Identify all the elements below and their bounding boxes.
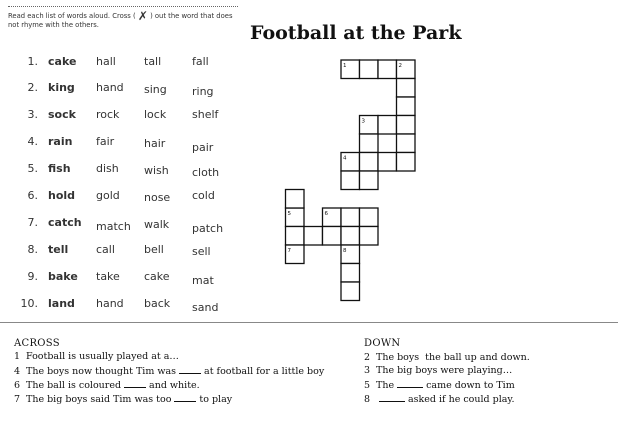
clue-number: 3 [364,365,371,376]
row-number: 7. [27,216,38,229]
rhyme-word[interactable]: take [96,270,120,283]
rhyme-word[interactable]: hair [144,137,166,150]
across-clue [14,365,324,377]
clue-number-label: 7 [287,248,291,254]
crossword-cell[interactable] [286,227,305,246]
crossword-cell[interactable] [360,227,379,246]
crossword-cell[interactable] [397,116,416,135]
crossword-cell[interactable] [397,79,416,98]
clue-text: Football is usually played at a… [26,351,179,362]
rhyme-word[interactable]: call [96,243,115,256]
down-clue [364,379,515,391]
crossword-cell[interactable] [304,227,323,246]
row-number: 10. [20,297,38,310]
row-number: 4. [27,135,38,148]
crossword-cell[interactable] [323,227,342,246]
rhyme-word[interactable]: cold [192,189,215,202]
clue-text: The boys now thought Tim was [26,366,177,377]
clue-text-end: and white. [149,380,200,391]
crossword-cell[interactable] [360,208,379,227]
rhyme-word[interactable]: rain [48,135,73,148]
crossword-cell[interactable] [360,134,379,153]
rhyme-word[interactable]: patch [192,222,224,235]
instructions-text-2: ) out the word that does not rhyme with the others. [8,12,233,29]
rhyme-word[interactable]: sand [192,301,219,314]
clue-text-end: to play [199,394,233,405]
crossword-cell[interactable] [360,171,379,190]
rhyme-word[interactable]: sell [192,245,211,258]
rhyme-word[interactable]: nose [144,191,171,204]
crossword-cell[interactable] [341,282,360,301]
down-clue [364,365,512,376]
rhyme-word[interactable]: wish [144,164,169,177]
rhyme-word[interactable]: king [48,81,75,94]
rhyme-word[interactable]: hall [96,55,116,68]
rhyme-word[interactable]: shelf [192,108,219,121]
rhyme-word[interactable]: hand [96,297,124,310]
answer-blank[interactable] [179,365,201,374]
rhyme-word[interactable]: fair [96,135,115,148]
rhyme-word[interactable]: catch [48,216,82,229]
cross-mark: ✗ [137,9,148,23]
crossword-cell[interactable] [378,60,397,79]
clue-number-label: 4 [343,155,347,162]
rhyme-word[interactable]: rock [96,108,120,121]
crossword-cell[interactable] [341,208,360,227]
crossword-cell[interactable] [378,153,397,172]
row-number: 3. [27,108,38,121]
clue-number-label: 5 [287,211,291,217]
crossword-cell[interactable] [341,171,360,190]
crossword-cell[interactable] [286,190,305,209]
crossword-cell[interactable] [397,134,416,153]
rhyme-word[interactable]: sock [48,108,76,121]
rhyme-word[interactable]: hold [48,189,76,202]
crossword-cell[interactable] [397,97,416,116]
worksheet-title: Football at the Park [250,22,462,44]
clue-text: The ball is coloured [26,380,122,391]
row-number: 9. [27,270,38,283]
clue-number-label: 2 [398,63,402,69]
clue-text: The big boys said Tim was too [26,394,172,405]
across-clue [14,393,232,405]
rhyme-word[interactable]: match [96,220,131,233]
rhyme-word[interactable]: bell [144,243,164,256]
rhyme-word[interactable]: tall [144,55,162,68]
clue-text-end: came down to Tim [426,380,515,391]
rhyme-word[interactable]: cloth [192,166,220,179]
clue-number-label: 6 [324,211,328,217]
clue-number: 2 [364,352,371,363]
clue-text: The boys [376,352,420,363]
section-divider [0,322,618,323]
across-clue [14,379,200,391]
clue-number: 1 [14,351,21,362]
crossword-cell[interactable] [341,227,360,246]
clue-number-label: 3 [361,118,365,125]
clue-text: The [376,380,395,391]
rhyme-word[interactable]: ring [192,85,214,98]
rhyme-word[interactable]: cake [48,55,77,68]
rhyme-word[interactable]: tell [48,243,69,256]
answer-blank[interactable] [124,379,146,388]
clue-text-end: the ball up and down. [425,352,530,363]
rhyme-word[interactable]: gold [96,189,120,202]
clue-number: 7 [14,394,21,405]
rhyme-word[interactable]: back [144,297,171,310]
rhyme-word[interactable]: pair [192,141,214,154]
clue-text-end: at football for a little boy [204,366,325,377]
row-number: 1. [27,55,38,68]
down-clue [364,393,515,405]
rhyme-word[interactable]: hand [96,81,124,94]
rhyme-word[interactable]: fall [192,55,209,68]
clue-number: 6 [14,380,21,391]
clue-text-end: asked if he could play. [408,394,515,405]
down-heading: DOWN [364,338,401,349]
answer-blank[interactable] [174,393,196,402]
clue-number: 4 [14,366,21,377]
rhyme-word[interactable]: mat [192,274,214,287]
crossword-cell[interactable] [341,264,360,283]
rhyme-word[interactable]: sing [144,83,167,96]
rhyme-word[interactable]: walk [144,218,170,231]
clue-number-label: 8 [343,248,347,254]
rhyme-word[interactable]: dish [96,162,119,175]
rhyme-word[interactable]: lock [144,108,167,121]
clue-text: The big boys were playing… [376,365,513,376]
row-number: 5. [27,162,38,175]
crossword-cell[interactable] [360,60,379,79]
rhyme-word[interactable]: fish [48,162,71,175]
rhyme-word[interactable]: cake [144,270,170,283]
instructions-text-1: Read each list of words aloud. Cross ( [8,12,136,20]
clue-number: 8 [364,394,371,405]
across-heading: ACROSS [14,338,60,349]
rhyme-word[interactable]: land [48,297,75,310]
clue-number: 5 [364,380,371,391]
clue-number-label: 1 [343,63,347,69]
row-number: 8. [27,243,38,256]
answer-blank[interactable] [379,393,405,402]
crossword-cell[interactable] [378,116,397,135]
rhyme-word[interactable]: bake [48,270,78,283]
row-number: 6. [27,189,38,202]
crossword-cell[interactable] [360,153,379,172]
answer-blank[interactable] [397,379,423,388]
across-clue [14,351,179,362]
row-number: 2. [27,81,38,94]
crossword-cell[interactable] [397,153,416,172]
down-clue [364,351,530,363]
